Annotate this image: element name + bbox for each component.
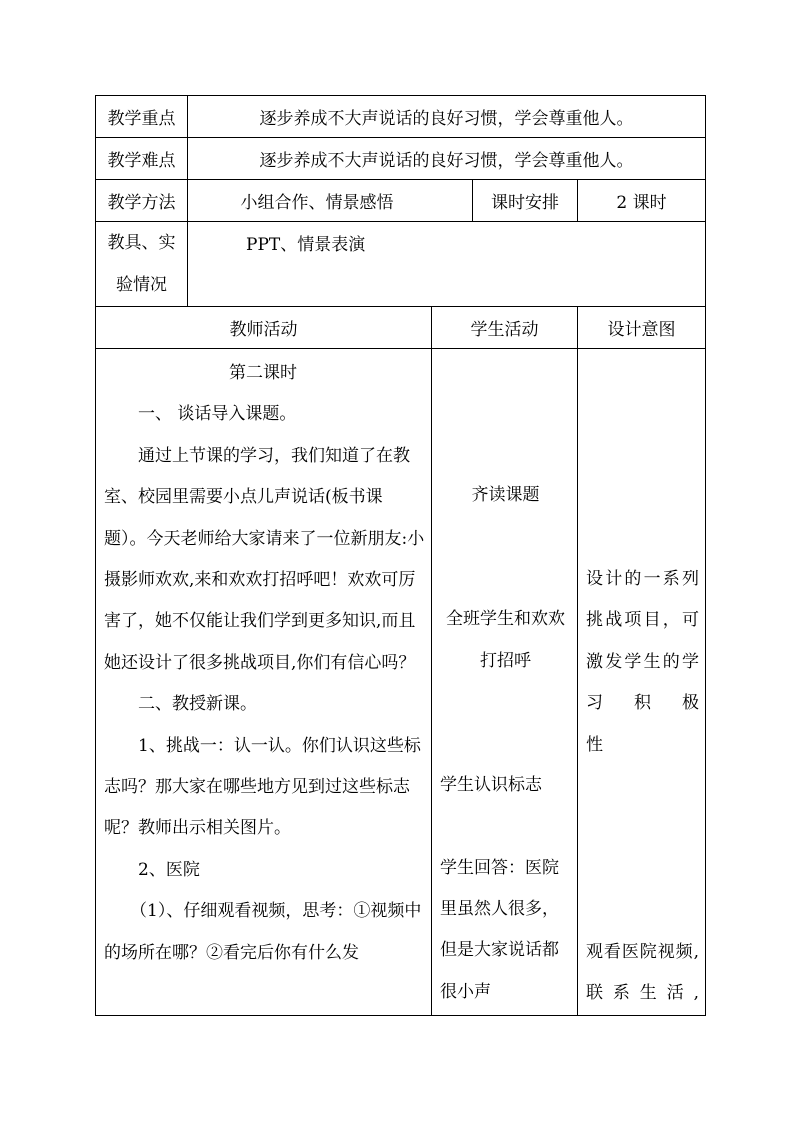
schedule-label: 课时安排 (473, 180, 578, 222)
design-intent-cell (578, 349, 706, 1016)
method-label: 教学方法 (96, 180, 188, 222)
teacher-activity-cell (96, 349, 432, 1016)
key-point-label: 教学重点 (96, 96, 188, 138)
row-activities (96, 349, 706, 1016)
header-design: 设计意图 (578, 307, 706, 349)
equipment-label (96, 222, 188, 307)
key-point-value: 逐步养成不大声说话的良好习惯，学会尊重他人。 (188, 96, 706, 138)
difficulty-label: 教学难点 (96, 138, 188, 180)
equipment-value: PPT、情景表演 (188, 222, 706, 307)
row-method (96, 180, 706, 222)
method-value: 小组合作、情景感悟 (188, 180, 473, 222)
design-item-hospital-video: 观看医院视频,联系生活, (586, 942, 699, 1004)
design-item-challenges-end: 性 (586, 734, 603, 755)
header-teacher: 教师活动 (96, 307, 432, 349)
lesson-plan-table (95, 95, 706, 1016)
section-one-heading: 一、 谈话导入课题。 (138, 404, 297, 425)
header-student: 学生活动 (432, 307, 578, 349)
hospital-video-paragraph: （1）、仔细观看视频，思考：①视频中的场所在哪？②看完后你有什么发 (104, 901, 422, 963)
lesson-title: 第二课时 (229, 363, 297, 383)
row-key-point (96, 96, 706, 138)
section-two-heading: 二、教授新课。 (138, 694, 257, 715)
student-item-recognize-signs: 学生认识标志 (440, 775, 542, 796)
student-item-read-title: 齐读课题 (471, 485, 540, 505)
equipment-label-line1: 教具、实 (107, 233, 176, 253)
row-difficulty (96, 138, 706, 180)
design-item-challenges: 设计的一系列挑战项目，可激发学生的学习积极 (586, 569, 699, 714)
difficulty-value: 逐步养成不大声说话的良好习惯，学会尊重他人。 (188, 138, 706, 180)
intro-paragraph: 通过上节课的学习，我们知道了在教室、校园里需要小点儿声说话(板书课题）。今天老师给大家请来了一位新朋友:小摄影师欢欢,来和欢欢打招呼吧！欢欢可厉害了，她不仅能让我们学到更多知识,而且她还设计了很多挑战项目,你们有信心吗？ (104, 445, 425, 673)
student-activity-cell (432, 349, 578, 1016)
hospital-heading: 2、医院 (138, 859, 200, 880)
student-item-greet: 全班学生和欢欢打招呼 (446, 609, 565, 671)
challenge-one-paragraph: 1、挑战一：认一认。你们认识这些标志吗？那大家在哪些地方见到过这些标志呢？教师出示相关图片。 (104, 735, 421, 839)
equipment-label-line2: 验情况 (116, 275, 167, 295)
schedule-value: 2 课时 (578, 180, 706, 222)
row-equipment (96, 222, 706, 307)
student-item-answer: 学生回答：医院里虽然人很多，但是大家说话都很小声 (440, 857, 559, 1002)
row-headers (96, 307, 706, 349)
